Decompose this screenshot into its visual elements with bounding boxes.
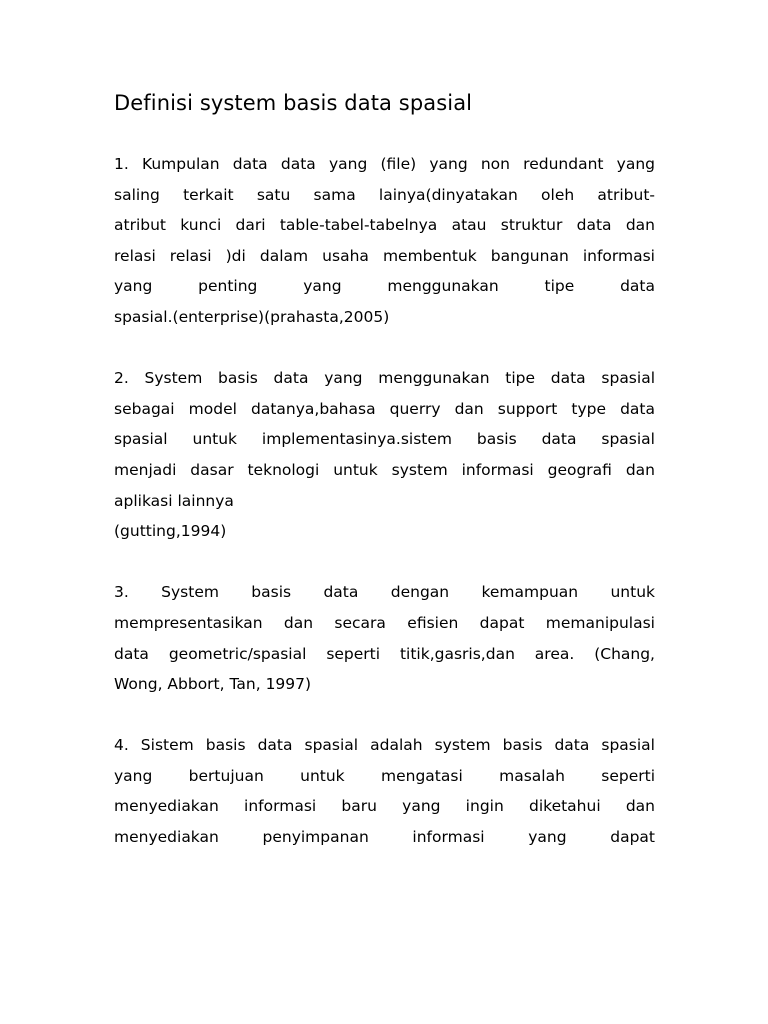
document-body [114,86,655,883]
text-line: spasial.(enterprise)(prahasta,2005) [114,307,390,326]
text-line: 1. Kumpulan data data yang (file) yang non redundant yang [114,155,655,173]
text-line: Wong, Abbort, Tan, 1997) [114,675,312,694]
text-line: atribut kunci dari table-tabel-tabelnya atau struktur data dan [114,216,655,235]
paragraph-2 [114,363,655,547]
text-line: 4. Sistem basis data spasial adalah system basis data spasial [114,736,655,755]
paragraph-3 [114,577,655,699]
text-line: menyediakan penyimpanan informasi yang dapat [114,828,655,847]
text-line: data geometric/spasial seperti titik,gasris,dan area. (Chang, [114,644,655,663]
text-line: relasi relasi )di dalam usaha membentuk bangunan informasi [114,246,655,265]
text-line: sebagai model datanya,bahasa querry dan support type data [114,399,655,418]
paragraph-1 [114,149,655,333]
text-line: yang penting yang menggunakan tipe data [114,277,655,296]
text-line: 3. System basis data dengan kemampuan untuk [114,583,655,602]
text-line: aplikasi lainnya [114,491,234,510]
text-line: menyediakan informasi baru yang ingin diketahui dan [114,797,655,816]
text-line: menjadi dasar teknologi untuk system informasi geografi dan [114,460,655,479]
document-title: Definisi system basis data spasial [114,91,473,115]
text-line: spasial untuk implementasinya.sistem basis data spasial [114,430,655,449]
text-line: mempresentasikan dan secara efisien dapat memanipulasi [114,613,655,632]
text-line: 2. System basis data yang menggunakan tipe data spasial [114,369,655,388]
text-line: saling terkait satu sama lainya(dinyatakan oleh atribut- [114,185,655,204]
text-line: yang bertujuan untuk mengatasi masalah seperti [114,766,655,785]
text-line: (gutting,1994) [114,522,227,541]
paragraph-4 [114,730,655,852]
